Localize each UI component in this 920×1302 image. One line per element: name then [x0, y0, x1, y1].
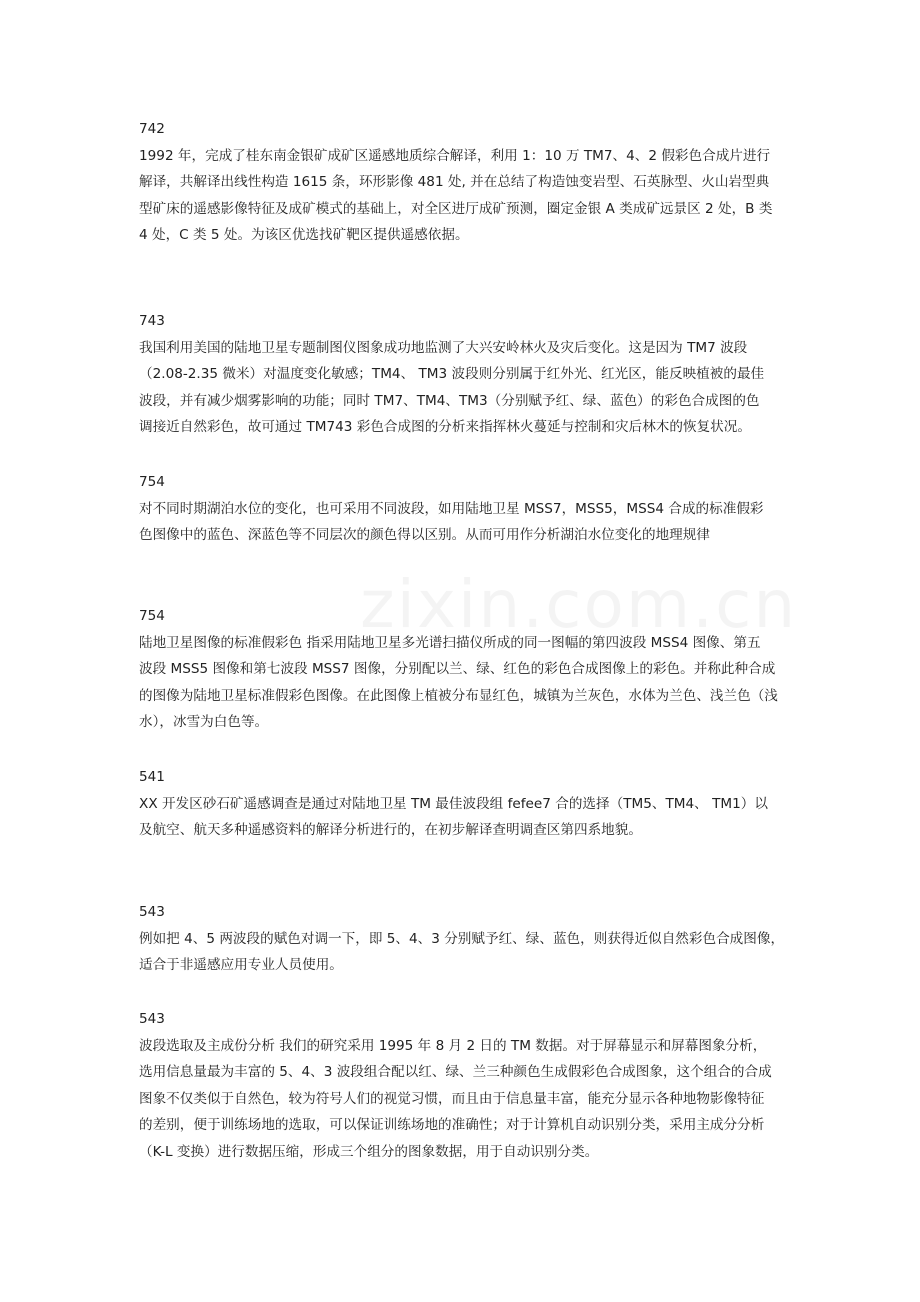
- entry-number: 543: [139, 904, 165, 920]
- entry-text-line: XX 开发区砂石矿遥感调查是通过对陆地卫星 TM 最佳波段组 fefee7 合的选择（TM5、TM4、 TM1）以: [139, 795, 768, 812]
- entry-743: [139, 308, 787, 441]
- entry-text-line: 色图像中的蓝色、深蓝色等不同层次的颜色得以区别。从而可用作分析湖泊水位变化的地理规律: [139, 527, 710, 544]
- entry-742: [139, 116, 787, 249]
- entry-text-line: 陆地卫星图像的标准假彩色 指采用陆地卫星多光谱扫描仪所成的同一图幅的第四波段 MSS4 图像、第五: [139, 634, 761, 651]
- entry-text-line: 适合于非遥感应用专业人员使用。: [139, 957, 343, 974]
- entry-543-b: [139, 1006, 787, 1166]
- entry-541: [139, 764, 787, 844]
- entry-text-line: 水），冰雪为白色等。: [139, 714, 269, 731]
- entry-text-line: 型矿床的遥感影像特征及成矿模式的基础上，对全区进厅成矿预测，圈定金银 A 类成矿远景区 2 处，B 类: [139, 200, 773, 217]
- entry-text-line: 选用信息量最为丰富的 5、4、3 波段组合配以红、绿、兰三种颜色生成假彩色合成图象，这个组合的合成: [139, 1064, 772, 1081]
- entry-number: 543: [139, 1011, 165, 1027]
- entry-text-line: 我国利用美国的陆地卫星专题制图仪图象成功地监测了大兴安岭林火及灾后变化。这是因为 TM7 波段: [139, 339, 748, 356]
- entry-text-line: 波段，并有减少烟雾影响的功能；同时 TM7、TM4、TM3（分别赋予红、绿、蓝色）的彩色合成图的色: [139, 392, 760, 409]
- entry-543-a: [139, 899, 787, 979]
- entry-text-line: 图象不仅类似于自然色，较为符号人们的视觉习惯，而且由于信息量丰富，能充分显示各种地物影像特征: [139, 1090, 765, 1107]
- entry-text-line: 调接近自然彩色，故可通过 TM743 彩色合成图的分析来指挥林火蔓延与控制和灾后林木的恢复状况。: [139, 419, 751, 436]
- entry-number: 754: [139, 608, 165, 624]
- entry-number: 754: [139, 474, 165, 490]
- entry-text-line: 波段 MSS5 图像和第七波段 MSS7 图像，分别配以兰、绿、红色的彩色合成图像上的彩色。并称此种合成: [139, 661, 776, 678]
- entry-754-a: [139, 469, 787, 549]
- entry-text-line: （K-L 变换）进行数据压缩，形成三个组分的图象数据，用于自动识别分类。: [139, 1143, 599, 1160]
- entry-text-line: 例如把 4、5 两波段的赋色对调一下，即 5、4、3 分别赋予红、绿、蓝色，则获得近似自然彩色合成图像，: [139, 930, 785, 947]
- entry-text-line: 对不同时期湖泊水位的变化，也可采用不同波段，如用陆地卫星 MSS7，MSS5，MSS4 合成的标准假彩: [139, 500, 764, 517]
- entry-text-line: 波段选取及主成份分析 我们的研究采用 1995 年 8 月 2 日的 TM 数据。对于屏幕显示和屏幕图象分析，: [139, 1037, 767, 1054]
- entry-text-line: 的图像为陆地卫星标准假彩色图像。在此图像上植被分布显红色，城镇为兰灰色，水体为兰色、浅兰色（浅: [139, 687, 778, 704]
- entry-text-line: 及航空、航天多种遥感资料的解译分析进行的，在初步解译查明调查区第四系地貌。: [139, 822, 642, 839]
- entry-754-b: [139, 603, 787, 736]
- entry-number: 743: [139, 313, 165, 329]
- entry-text-line: 解译，共解译出线性构造 1615 条，环形影像 481 处, 并在总结了构造蚀变岩型、石英脉型、火山岩型典: [139, 174, 770, 191]
- entry-number: 742: [139, 121, 165, 137]
- entry-text-line: （2.08-2.35 微米）对温度变化敏感；TM4、 TM3 波段则分别属于红外光、红光区，能反映植被的最佳: [139, 366, 765, 383]
- entry-text-line: 的差别，便于训练场地的选取，可以保证训练场地的准确性；对于计算机自动识别分类，采用主成分分析: [139, 1117, 765, 1134]
- entry-text-line: 1992 年，完成了桂东南金银矿成矿区遥感地质综合解译，利用 1：10 万 TM7、4、2 假彩色合成片进行: [139, 147, 771, 164]
- entry-text-line: 4 处，C 类 5 处。为该区优选找矿靶区提供遥感依据。: [139, 227, 469, 244]
- entry-number: 541: [139, 769, 165, 785]
